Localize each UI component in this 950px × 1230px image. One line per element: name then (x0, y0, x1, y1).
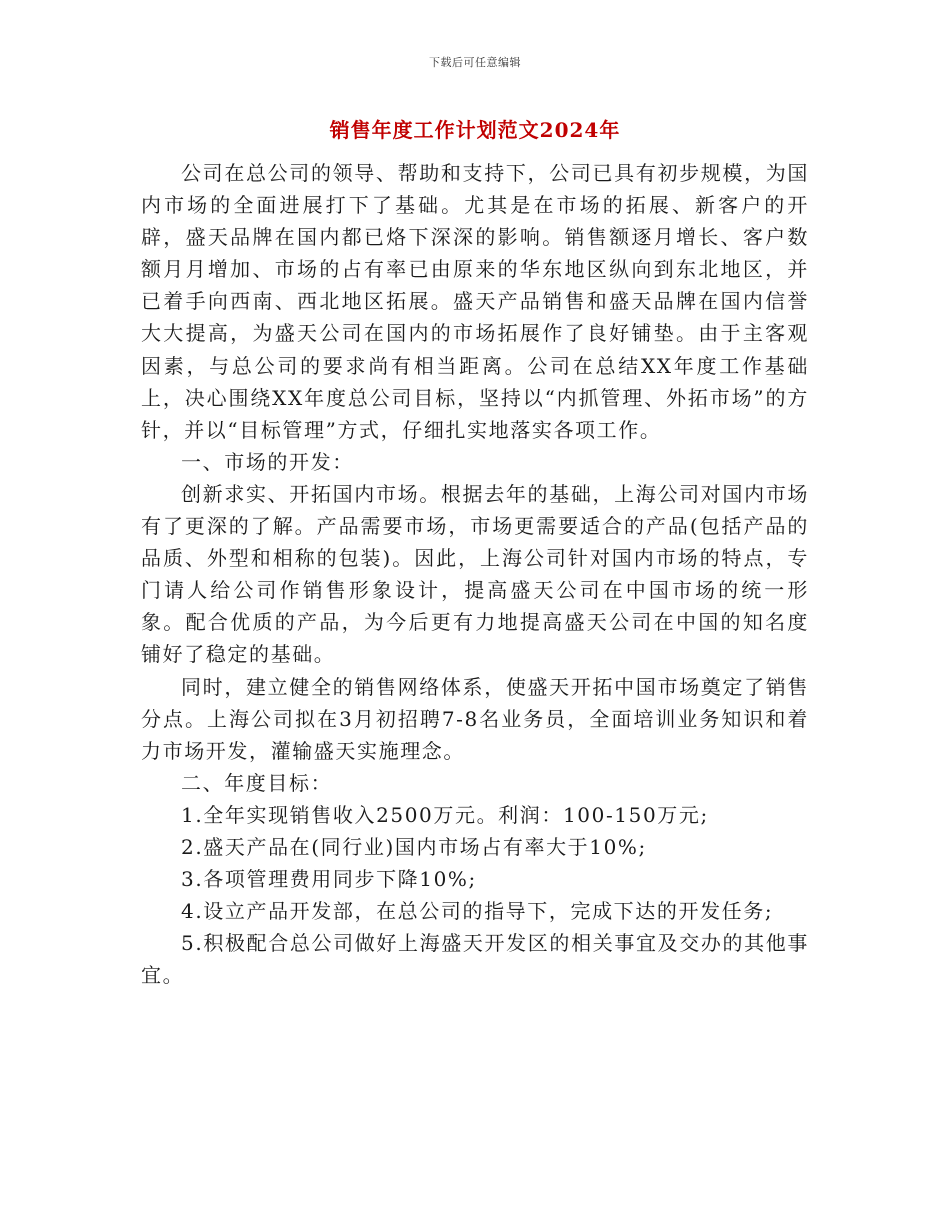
document-body (141, 157, 809, 991)
goal-item-4: 4.设立产品开发部，在总公司的指导下，完成下达的开发任务; (181, 899, 774, 924)
market-paragraph: 创新求实、开拓国内市场。根据去年的基础，上海公司对国内市场有了更深的了解。产品需要市场，市场更需要适合的产品(包括产品的品质、外型和相称的包装)。因此，上海公司针对国内市场的特点，专门请人给公司作销售形象设计，提高盛天公司在中国市场的统一形象。配合优质的产品，为今后更有力地提高盛天公司在中国的知名度铺好了稳定的基础。 (141, 481, 809, 667)
document-title: 销售年度工作计划范文2024年 (329, 118, 621, 142)
goal-item-3: 3.各项管理费用同步下降10%; (181, 867, 477, 892)
section-heading-market: 一、市场的开发： (181, 449, 354, 474)
network-paragraph: 同时，建立健全的销售网络体系，使盛天开拓中国市场奠定了销售分点。上海公司拟在3月初招聘7-8名业务员，全面培训业务知识和着力市场开发，灌输盛天实施理念。 (141, 674, 809, 763)
goal-item-1: 1.全年实现销售收入2500万元。利润：100-150万元; (181, 802, 709, 827)
section-heading-goals: 二、年度目标： (181, 770, 333, 795)
goal-item-5: 5.积极配合总公司做好上海盛天开发区的相关事宜及交办的其他事宜。 (141, 931, 809, 988)
page-header: 下载后可任意编辑 (429, 56, 521, 69)
goal-item-2: 2.盛天产品在(同行业)国内市场占有率大于10%; (181, 834, 647, 859)
intro-paragraph: 公司在总公司的领导、帮助和支持下，公司已具有初步规模，为国内市场的全面进展打下了基础。尤其是在市场的拓展、新客户的开辟，盛天品牌在国内都已烙下深深的影响。销售额逐月增长、客户数额月月增加、市场的占有率已由原来的华东地区纵向到东北地区，并已着手向西南、西北地区拓展。盛天产品销售和盛天品牌在国内信誉大大提高，为盛天公司在国内的市场拓展作了良好铺垫。由于主客观因素，与总公司的要求尚有相当距离。公司在总结XX年度工作基础上，决心围绕XX年度总公司目标，坚持以“内抓管理、外拓市场”的方针，并以“目标管理”方式，仔细扎实地落实各项工作。 (141, 161, 809, 442)
